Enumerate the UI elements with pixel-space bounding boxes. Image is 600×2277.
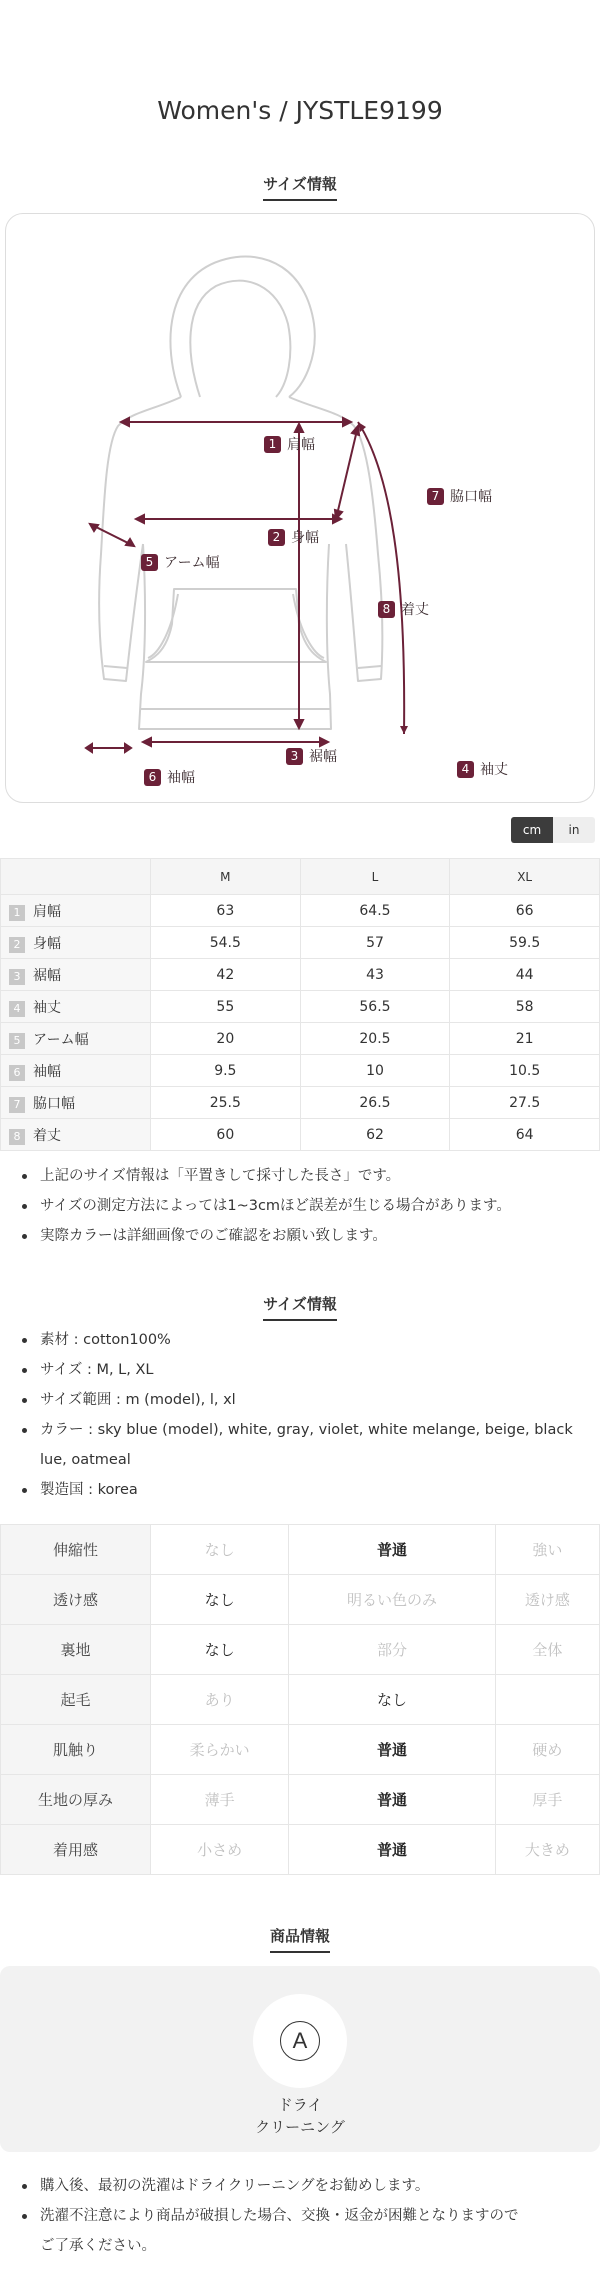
size-table	[0, 858, 600, 1151]
material-heading: サイズ情報	[0, 1293, 600, 1321]
row-number-badge: 7	[9, 1097, 25, 1113]
row-number-badge: 4	[9, 1001, 25, 1017]
column-header: XL	[450, 859, 600, 895]
row-label: 身幅	[33, 935, 61, 952]
attribute-option: 強い	[495, 1525, 599, 1575]
row-header	[1, 1023, 151, 1055]
attribute-row	[1, 1625, 600, 1675]
unit-toggle	[511, 817, 595, 843]
table-cell: 55	[151, 991, 301, 1023]
attribute-option: 透け感	[495, 1575, 599, 1625]
row-header	[1, 895, 151, 927]
diagram-label-arm: 5 アーム幅	[141, 552, 220, 572]
attribute-option: 普通	[289, 1825, 495, 1875]
diagram-label-armpit: 7 脇口幅	[427, 486, 492, 506]
column-header: M	[151, 859, 301, 895]
table-cell: 66	[450, 895, 600, 927]
table-cell: 42	[151, 959, 301, 991]
attribute-label: 着用感	[1, 1825, 151, 1875]
table-row	[1, 991, 600, 1023]
table-cell: 26.5	[300, 1087, 450, 1119]
attribute-row	[1, 1675, 600, 1725]
attribute-label: 透け感	[1, 1575, 151, 1625]
row-header	[1, 1087, 151, 1119]
attribute-row	[1, 1575, 600, 1625]
product-info-heading: 商品情報	[0, 1925, 600, 1953]
attribute-option: 大きめ	[495, 1825, 599, 1875]
unit-in-button[interactable]: in	[568, 823, 580, 837]
table-cell: 20	[151, 1023, 301, 1055]
list-item: 製造国 : korea	[20, 1475, 600, 1505]
attribute-option: なし	[289, 1675, 495, 1725]
table-row	[1, 1119, 600, 1151]
list-item: 素材 : cotton100%	[20, 1325, 600, 1355]
size-info-heading: サイズ情報	[0, 173, 600, 201]
row-label: 裾幅	[33, 967, 61, 984]
list-item: サイズの測定方法によっては1~3cmほど誤差が生じる場合があります。	[20, 1191, 600, 1221]
attribute-option: 小さめ	[151, 1825, 289, 1875]
table-cell: 57	[300, 927, 450, 959]
attribute-option: 薄手	[151, 1775, 289, 1825]
table-cell: 63	[151, 895, 301, 927]
attribute-option: 部分	[289, 1625, 495, 1675]
row-header	[1, 1119, 151, 1151]
attribute-option: なし	[151, 1625, 289, 1675]
table-row	[1, 927, 600, 959]
row-label: 着丈	[33, 1127, 61, 1144]
list-item-continued: lue, oatmeal	[40, 1452, 131, 1468]
table-cell: 58	[450, 991, 600, 1023]
attribute-option: 普通	[289, 1775, 495, 1825]
list-item: サイズ : M, L, XL	[20, 1355, 600, 1385]
unit-cm-button[interactable]: cm	[511, 817, 553, 843]
attribute-option: 柔らかい	[151, 1725, 289, 1775]
row-header	[1, 959, 151, 991]
attribute-label: 肌触り	[1, 1725, 151, 1775]
row-label: 肩幅	[33, 903, 61, 920]
attribute-option: あり	[151, 1675, 289, 1725]
attributes-table	[0, 1524, 600, 1875]
size-table-header	[1, 859, 600, 895]
attribute-label: 裏地	[1, 1625, 151, 1675]
care-instructions-box	[0, 1966, 600, 2152]
row-number-badge: 3	[9, 969, 25, 985]
attribute-option: 厚手	[495, 1775, 599, 1825]
attribute-option: 明るい色のみ	[289, 1575, 495, 1625]
table-row	[1, 895, 600, 927]
table-row	[1, 1055, 600, 1087]
attribute-label: 起毛	[1, 1675, 151, 1725]
table-cell: 44	[450, 959, 600, 991]
row-number-badge: 5	[9, 1033, 25, 1049]
row-label: 脇口幅	[33, 1095, 75, 1112]
table-row	[1, 1087, 600, 1119]
attribute-option: なし	[151, 1525, 289, 1575]
table-cell: 54.5	[151, 927, 301, 959]
table-cell: 43	[300, 959, 450, 991]
table-cell: 56.5	[300, 991, 450, 1023]
row-header	[1, 991, 151, 1023]
table-cell: 10.5	[450, 1055, 600, 1087]
row-number-badge: 2	[9, 937, 25, 953]
table-cell: 62	[300, 1119, 450, 1151]
list-item: サイズ範囲 : m (model), l, xl	[20, 1385, 600, 1415]
hoodie-illustration	[6, 214, 596, 804]
table-cell: 64.5	[300, 895, 450, 927]
table-cell: 64	[450, 1119, 600, 1151]
row-label: アーム幅	[33, 1031, 89, 1048]
diagram-label-cuff: 6 袖幅	[144, 767, 195, 787]
diagram-label-length: 8 着丈	[378, 599, 429, 619]
list-item: 上記のサイズ情報は「平置きして採寸した長さ」です。	[20, 1161, 600, 1191]
table-cell: 59.5	[450, 927, 600, 959]
row-header	[1, 1055, 151, 1087]
diagram-label-hem: 3 裾幅	[286, 746, 337, 766]
attribute-option	[495, 1675, 599, 1725]
attribute-label: 伸縮性	[1, 1525, 151, 1575]
row-label: 袖幅	[33, 1063, 61, 1080]
row-number-badge: 8	[9, 1129, 25, 1145]
attribute-option: なし	[151, 1575, 289, 1625]
attribute-row	[1, 1775, 600, 1825]
material-list	[20, 1325, 600, 1505]
attribute-row	[1, 1725, 600, 1775]
table-cell: 27.5	[450, 1087, 600, 1119]
attribute-row	[1, 1525, 600, 1575]
row-header	[1, 927, 151, 959]
diagram-label-shoulder: 1 肩幅	[264, 434, 315, 454]
size-notes	[20, 1161, 600, 1251]
attribute-option: 普通	[289, 1725, 495, 1775]
product-notes	[20, 2171, 600, 2261]
attribute-option: 硬め	[495, 1725, 599, 1775]
diagram-label-sleeve-length: 4 袖丈	[457, 759, 508, 779]
attribute-option: 全体	[495, 1625, 599, 1675]
table-cell: 25.5	[151, 1087, 301, 1119]
table-corner	[1, 859, 151, 895]
list-item-continued: ご了承ください。	[40, 2238, 156, 2254]
list-item: 購入後、最初の洗濯はドライクリーニングをお勧めします。	[20, 2171, 600, 2201]
dry-clean-icon: A	[280, 2021, 320, 2061]
diagram-label-chest: 2 身幅	[268, 527, 319, 547]
table-cell: 60	[151, 1119, 301, 1151]
row-label: 袖丈	[33, 999, 61, 1016]
table-row	[1, 1023, 600, 1055]
table-cell: 20.5	[300, 1023, 450, 1055]
page-title: Women's / JYSTLE9199	[157, 96, 443, 125]
attribute-label: 生地の厚み	[1, 1775, 151, 1825]
attribute-option: 普通	[289, 1525, 495, 1575]
table-cell: 21	[450, 1023, 600, 1055]
care-label: ドライ クリーニング	[255, 2096, 345, 2136]
list-item: 洗濯不注意により商品が破損した場合、交換・返金が困難となりますので	[20, 2201, 600, 2231]
size-diagram	[5, 213, 595, 803]
row-number-badge: 6	[9, 1065, 25, 1081]
table-cell: 10	[300, 1055, 450, 1087]
table-row	[1, 959, 600, 991]
list-item: カラー : sky blue (model), white, gray, violet, white melange, beige, black	[20, 1415, 600, 1445]
column-header: L	[300, 859, 450, 895]
attribute-row	[1, 1825, 600, 1875]
row-number-badge: 1	[9, 905, 25, 921]
table-cell: 9.5	[151, 1055, 301, 1087]
care-icon-circle	[253, 1994, 347, 2088]
list-item: 実際カラーは詳細画像でのご確認をお願い致します。	[20, 1221, 600, 1251]
